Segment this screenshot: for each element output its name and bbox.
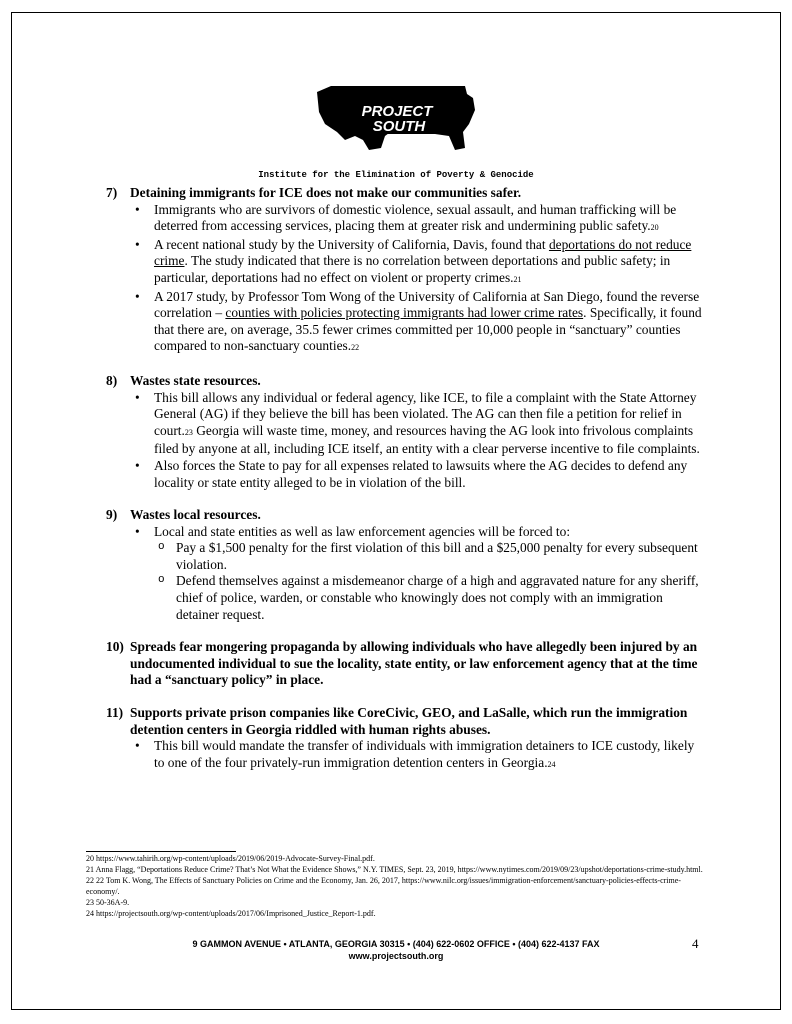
footnote-text[interactable]: Anna Flagg, “Deportations Reduce Crime? That’s Not What the Evidence Shows,” N.Y. TIMES, Sept. 23, 2019, https://www.nytimes.com/2019/09/23/upshot/deportations-crime-study.html. xyxy=(95,865,703,874)
section-11 xyxy=(106,705,706,773)
section-title: Detaining immigrants for ICE does not make our communities safer. xyxy=(130,185,522,200)
list-item xyxy=(130,289,706,357)
section-10 xyxy=(106,639,706,689)
bullet-list xyxy=(106,738,706,773)
list-item xyxy=(130,390,706,458)
bullet-text: . The study indicated that there is no correlation between deportations and public safety; in particular, deportations had no effect on violent or property crimes. xyxy=(154,253,671,285)
list-item xyxy=(130,458,706,491)
footnote-ref[interactable]: 20 xyxy=(650,223,659,233)
project-south-logo xyxy=(315,84,480,152)
footnote-text: 50-36A-9. xyxy=(96,898,130,907)
footnote-divider xyxy=(86,851,236,852)
section-7 xyxy=(106,185,706,357)
bullet-text: . Specifically, it found that there are, on average, 35.5 fewer crimes committed per 10,000 people in “sanctuary” counties compared to non-sanctuary counties. xyxy=(154,305,702,354)
bullet-text: This bill would mandate the transfer of individuals with immigration detainers to ICE custody, likely to one of the four privately-run immigration detention centers in Georgia. xyxy=(154,738,695,770)
footnote-ref[interactable]: 24 xyxy=(547,759,556,769)
section-number: 8) xyxy=(106,372,118,388)
bullet-text: This bill allows any individual or federal agency, like ICE, to file a complaint with the State Attorney General (AG) if they believe the bill has been violated. The AG can then file a petition for relief in court. xyxy=(154,389,697,438)
bullet-text: Immigrants who are survivors of domestic violence, sexual assault, and human trafficking will be deterred from accessing services, placing them at greater risk and undermining public safety. xyxy=(154,201,677,234)
section-heading xyxy=(106,507,706,524)
inline-link[interactable]: counties with policies protecting immigrants had lower crime rates xyxy=(225,305,584,321)
list-item xyxy=(130,738,706,773)
footnote-ref[interactable]: 21 xyxy=(513,274,522,284)
list-item xyxy=(130,237,706,289)
footnote-number: 24 xyxy=(86,909,94,918)
footer-website[interactable]: www.projectsouth.org xyxy=(348,951,444,961)
bullet-text: Also forces the State to pay for all expenses related to lawsuits where the AG decides to defend any locality or state entity alleged to be in violation of the bill. xyxy=(154,457,688,490)
section-8 xyxy=(106,373,706,491)
footnote xyxy=(86,864,706,875)
footnote-number: 21 xyxy=(86,865,94,874)
sub-list-item: o Defend themselves against a misdemeanor charge of a high and aggravated nature for any sheriff, chief of police, warden, or constable who knowingly does not comply with an immigration detainer request. xyxy=(154,573,706,623)
page-footer xyxy=(0,938,792,962)
section-title: Wastes local resources. xyxy=(130,507,261,523)
section-number: 11) xyxy=(106,705,124,721)
footnote xyxy=(86,897,706,908)
section-9 xyxy=(106,507,706,623)
footnote xyxy=(86,908,706,919)
list-item xyxy=(130,524,706,624)
list-item xyxy=(130,202,706,237)
page-number: 4 xyxy=(692,936,699,951)
logo-line2: SOUTH xyxy=(372,118,426,135)
footnote-ref[interactable]: 23 xyxy=(184,427,193,437)
bullet-list xyxy=(106,202,706,357)
bullet-list xyxy=(106,524,706,624)
section-heading xyxy=(106,373,706,390)
footer-address: 9 GAMMON AVENUE • ATLANTA, GEORGIA 30315 • (404) 622-0602 OFFICE • (404) 622-4137 FAX xyxy=(192,939,600,949)
bullet-text: Local and state entities as well as law enforcement agencies will be forced to: xyxy=(154,523,571,539)
sub-bullet-list xyxy=(154,540,706,623)
footnote-text[interactable]: Tom K. Wong, The Effects of Sanctuary Policies on Crime and the Economy, Jan. 26, 2017, https://www.nilc.org/issues/immigration-enforcement/sanctuary-policies-effects-crime-economy/. xyxy=(86,876,681,896)
sub-list-item: o Pay a $1,500 penalty for the first violation of this bill and a $25,000 penalty for every subsequent violation. xyxy=(154,540,706,573)
footnote-number: 20 xyxy=(86,854,94,863)
footnotes xyxy=(86,853,706,919)
section-number: 9) xyxy=(106,507,118,523)
bullet-text: A recent national study by the University of California, Davis, found that xyxy=(154,236,549,252)
section-heading xyxy=(106,185,706,202)
section-heading xyxy=(106,705,706,738)
footnote-number: 23 xyxy=(86,898,94,907)
footnote xyxy=(86,875,706,897)
section-heading xyxy=(106,639,706,689)
footnote-ref[interactable]: 22 xyxy=(351,343,360,353)
section-title: Spreads fear mongering propaganda by allowing individuals who have allegedly been injured by an undocumented individual to sue the locality, state entity, or law enforcement agency that at the time had a “sanctuary policy” in place. xyxy=(130,639,698,688)
section-title: Wastes state resources. xyxy=(130,372,261,388)
bullet-text: Georgia will waste time, money, and resources having the AG look into frivolous complaints filed by anyone at all, including ICE itself, an entity with a clear perverse incentive to file complaints. xyxy=(154,422,700,457)
bullet-text: A 2017 study, by Professor Tom Wong of the University of California at San Diego, found the reverse correlation – xyxy=(154,288,700,321)
organization-tagline: Institute for the Elimination of Poverty & Genocide xyxy=(258,170,534,180)
logo-line1: PROJECT xyxy=(361,103,433,120)
bullet-list xyxy=(106,390,706,492)
footnote-text[interactable]: https://projectsouth.org/wp-content/uploads/2017/06/Imprisoned_Justice_Report-1.pdf. xyxy=(96,909,376,918)
footnote-text[interactable]: https://www.tahirih.org/wp-content/uploads/2019/06/2019-Advocate-Survey-Final.pdf. xyxy=(96,854,375,863)
footnote-number: 22 22 xyxy=(86,876,104,885)
document-body xyxy=(106,185,706,789)
inline-link[interactable]: deportations do not reduce crime xyxy=(154,236,692,269)
section-number: 10) xyxy=(106,639,124,655)
footnote xyxy=(86,853,706,864)
section-number: 7) xyxy=(106,185,118,200)
section-title: Supports private prison companies like CoreCivic, GEO, and LaSalle, which run the immigration detention centers in Georgia riddled with human rights abuses. xyxy=(130,705,688,737)
